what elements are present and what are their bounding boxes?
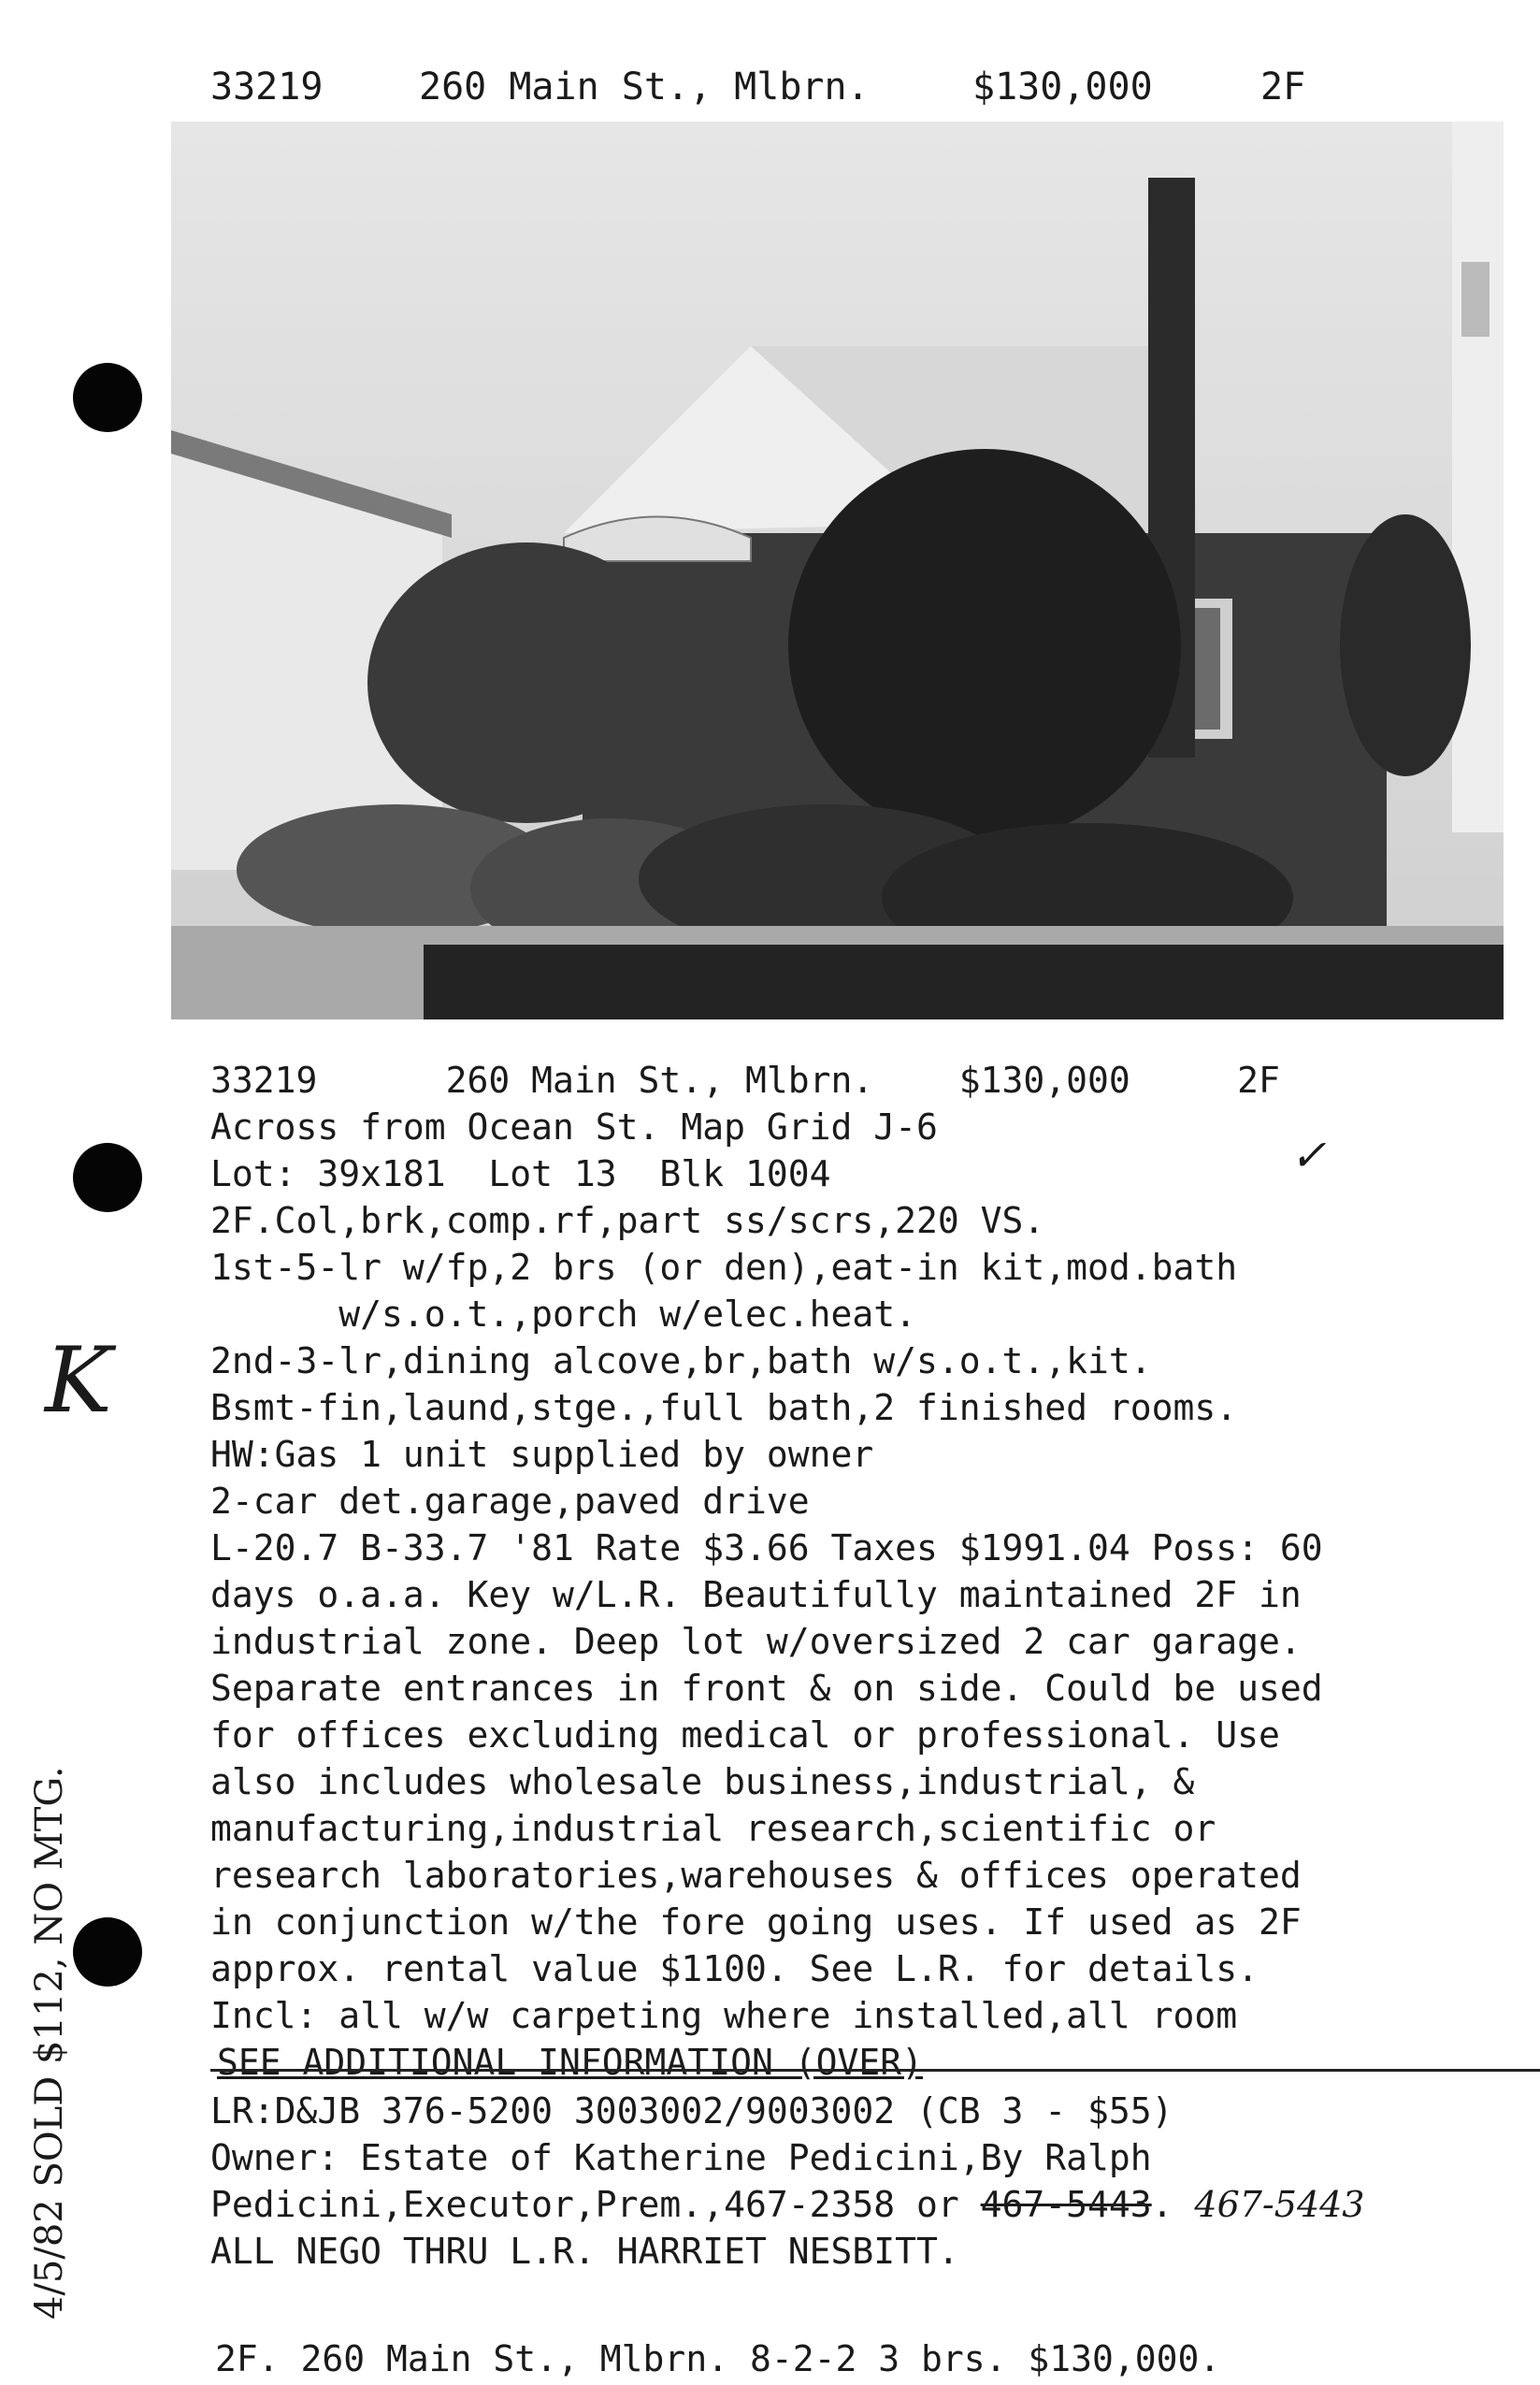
house-photo-icon — [171, 122, 1504, 1019]
listing-line: Across from Ocean St. Map Grid J-6 — [210, 1106, 938, 1148]
listing-line: approx. rental value $1100. See L.R. for details. — [210, 1948, 1259, 1989]
handwritten-sold-note: 4/5/82 SOLD $112, NO MTG. — [28, 1766, 71, 2320]
listing-line: for offices excluding medical or professional. Use — [210, 1714, 1280, 1756]
handwritten-phone: 467-5443 — [1194, 2184, 1365, 2225]
listing-line: days o.a.a. Key w/L.R. Beautifully maintained 2F in — [210, 1574, 1302, 1615]
listing-line: 2-car det.garage,paved drive — [210, 1481, 810, 1522]
agent-phone-suffix: . — [1151, 2184, 1195, 2225]
listing-line: Separate entrances in front & on side. Could be used — [210, 1668, 1323, 1709]
header-address: 260 Main St., Mlbrn. — [419, 65, 870, 108]
handwritten-k: K — [45, 1328, 112, 1433]
agent-line-3 — [210, 2181, 1364, 2228]
header-listing-no: 33219 — [210, 65, 324, 108]
listing-line: 2F.Col,brk,comp.rf,part ss/scrs,220 VS. — [210, 1200, 1045, 1241]
header-price: $130,000 — [972, 65, 1153, 108]
listing-line: Incl: all w/w carpeting where installed,all room — [210, 1995, 1238, 2036]
header-type: 2F — [1260, 65, 1306, 108]
house-photo — [171, 122, 1504, 1019]
listing-line: Lot: 39x181 Lot 13 Blk 1004 — [210, 1153, 831, 1194]
handwritten-check: ✓ — [1290, 1130, 1327, 1180]
listing-line: L-20.7 B-33.7 '81 Rate $3.66 Taxes $1991.04 Poss: 60 — [210, 1527, 1323, 1568]
struck-phone: 467-5443 — [980, 2184, 1152, 2225]
listing-line: 1st-5-lr w/fp,2 brs (or den),eat-in kit,mod.bath — [210, 1247, 1238, 1288]
listing-line: manufacturing,industrial research,scientific or — [210, 1808, 1216, 1849]
agent-phone-prefix: Pedicini,Executor,Prem.,467-2358 or — [210, 2184, 981, 2225]
listing-line: Bsmt-fin,laund,stge.,full bath,2 finished rooms. — [210, 1387, 1238, 1428]
listing-line: w/s.o.t.,porch w/elec.heat. — [210, 1294, 916, 1335]
listing-line: 2nd-3-lr,dining alcove,br,bath w/s.o.t.,kit. — [210, 1340, 1152, 1381]
punch-hole-middle — [73, 1143, 142, 1212]
listing-line: research laboratories,warehouses & offices operated — [210, 1855, 1302, 1896]
agent-line-1: LR:D&JB 376-5200 3003002/9003002 (CB 3 - $55) — [210, 2090, 1173, 2132]
listing-line-top: 33219 260 Main St., Mlbrn. $130,000 2F — [210, 1060, 1280, 1101]
listing-line: also includes wholesale business,industrial, & — [210, 1761, 1195, 1802]
listing-line: in conjunction w/the fore going uses. If used as 2F — [210, 1901, 1302, 1943]
listing-line: HW:Gas 1 unit supplied by owner — [210, 1434, 874, 1475]
footer-summary: 2F. 260 Main St., Mlbrn. 8-2-2 3 brs. $130,000. — [215, 2338, 1221, 2379]
punch-hole-bottom — [73, 1917, 142, 1987]
see-additional-info: SEE ADDITIONAL INFORMATION (OVER) — [217, 2042, 923, 2083]
listing-line: industrial zone. Deep lot w/oversized 2 car garage. — [210, 1621, 1302, 1662]
agent-line-4: ALL NEGO THRU L.R. HARRIET NESBITT. — [210, 2231, 959, 2272]
punch-hole-top — [73, 363, 142, 432]
agent-line-2: Owner: Estate of Katherine Pedicini,By Ralph — [210, 2137, 1152, 2178]
section-divider — [210, 2069, 1540, 2072]
